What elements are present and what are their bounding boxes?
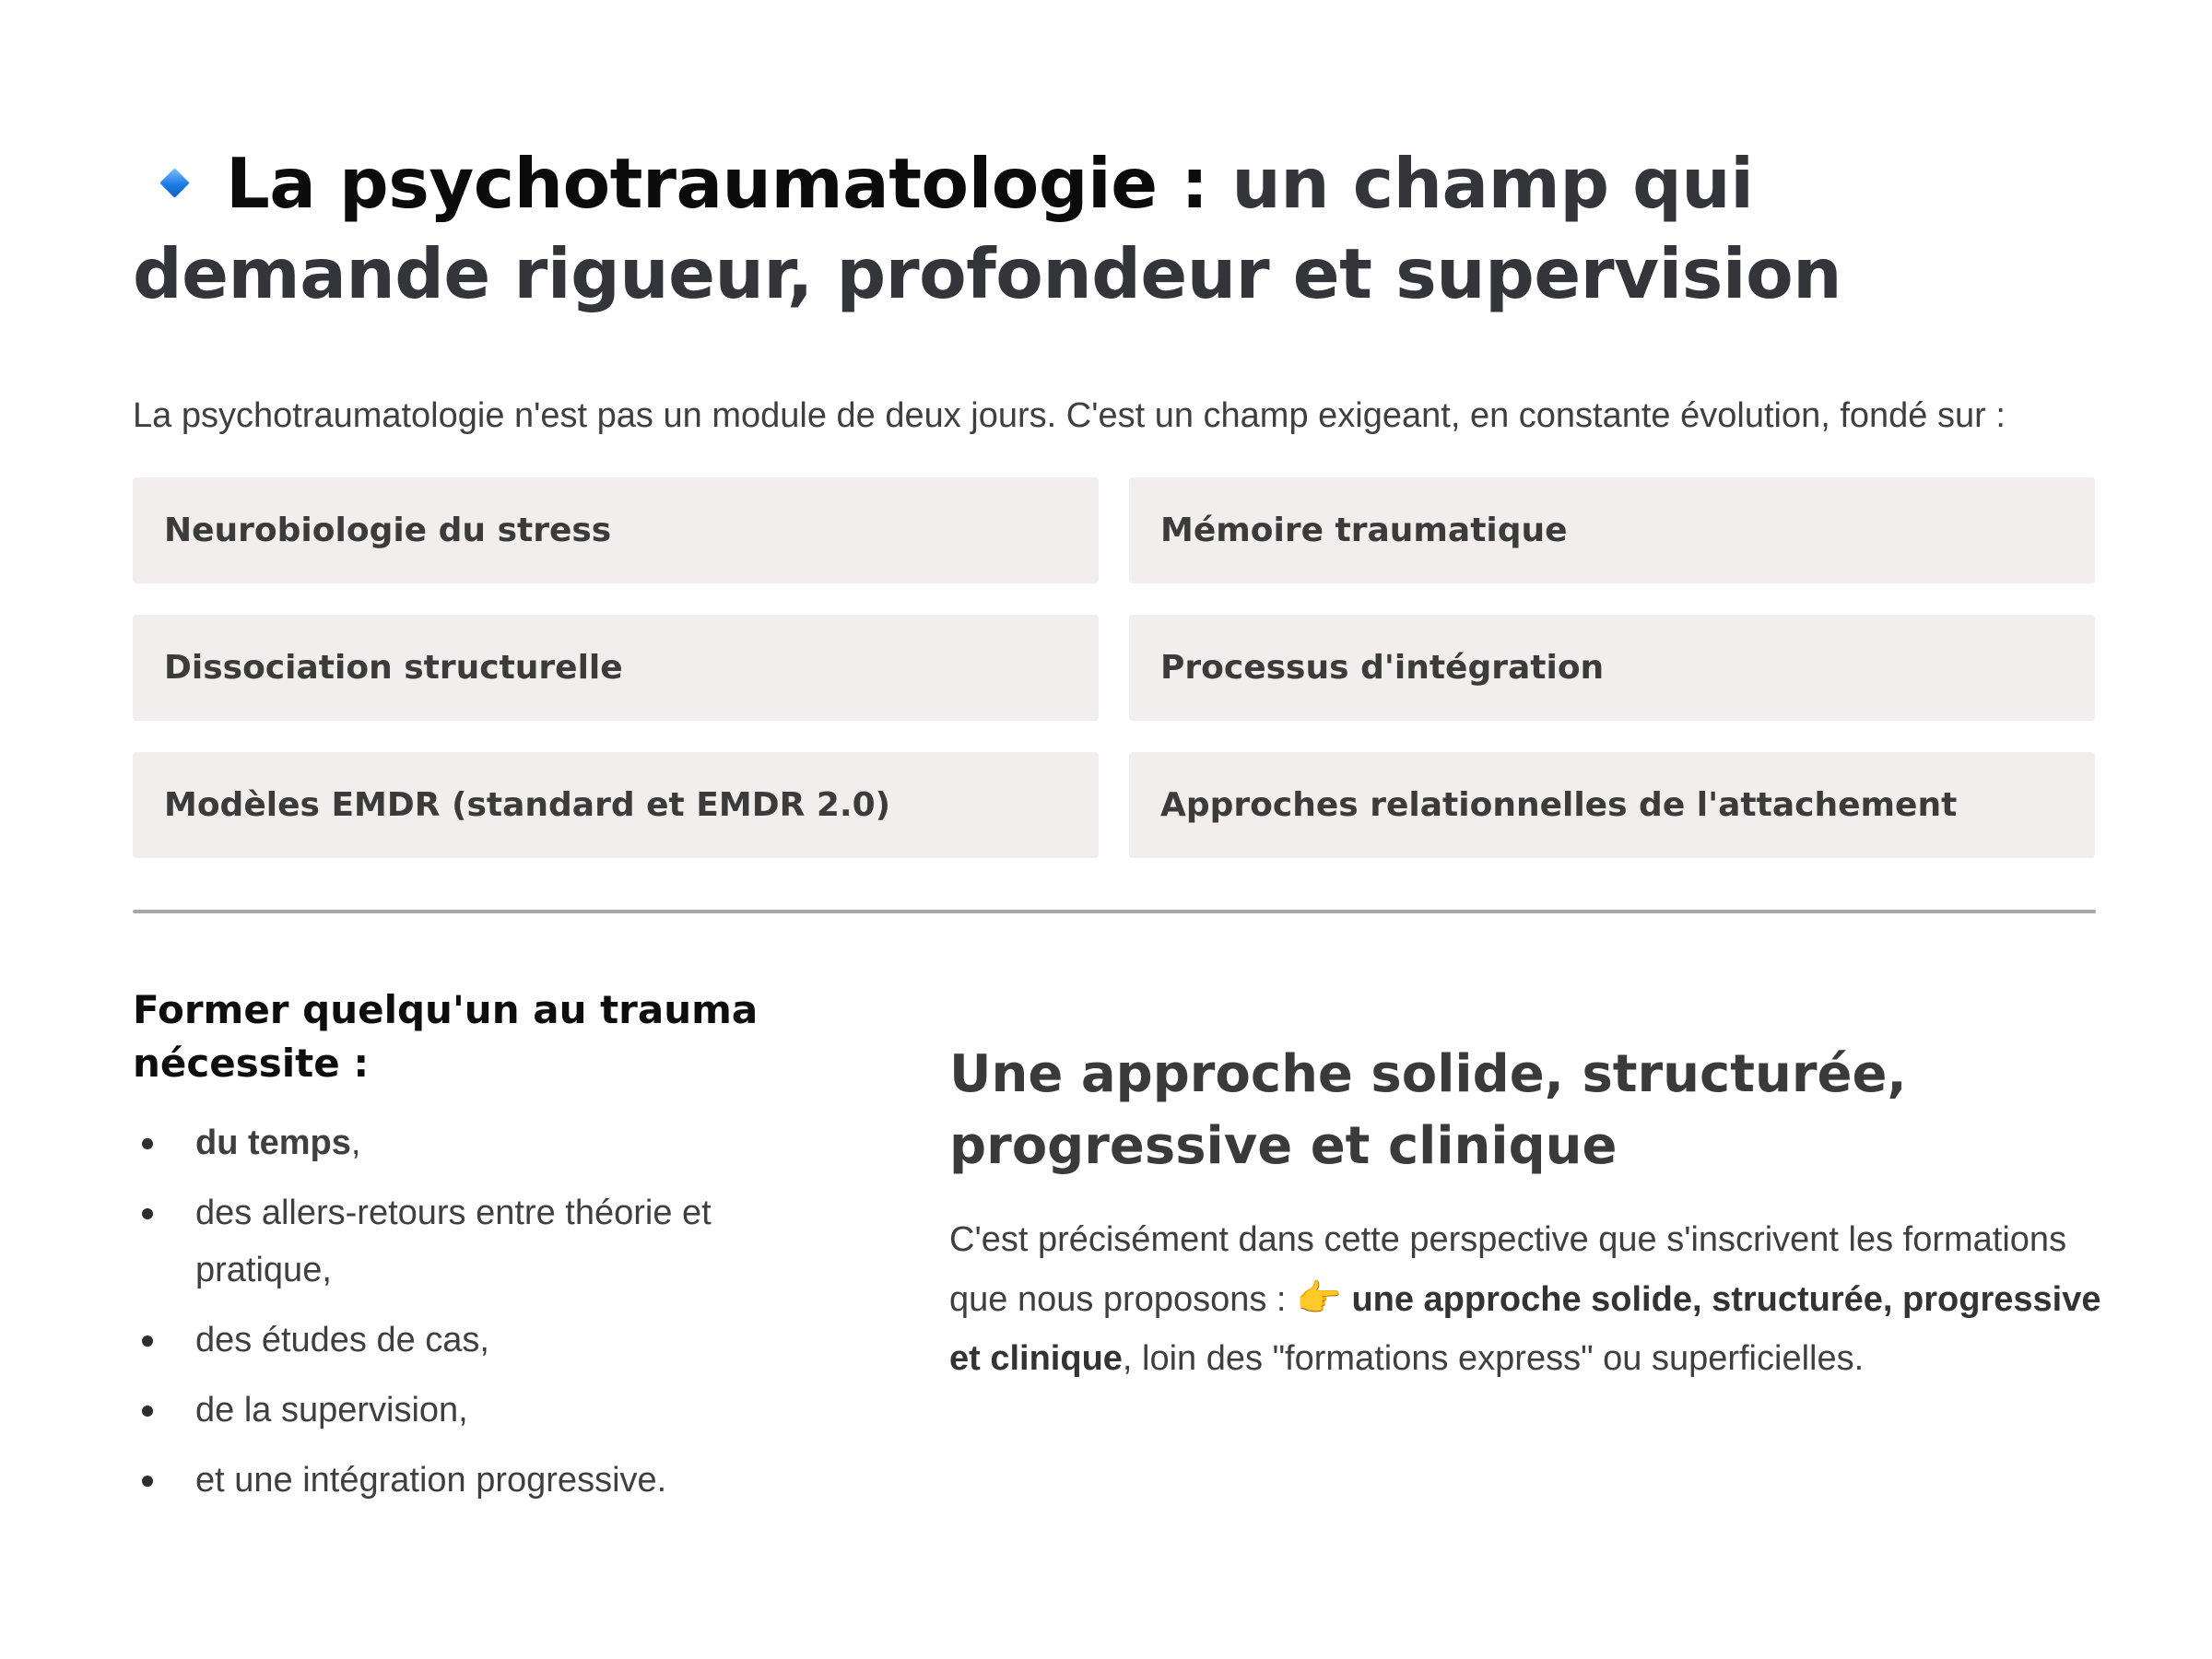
list-item <box>133 1114 815 1171</box>
approach-text-end: , loin des "formations express" ou superficielles. <box>1122 1339 1865 1378</box>
list-item: de la supervision, <box>133 1382 815 1439</box>
two-column-section <box>133 983 2101 1555</box>
topic-card: Modèles EMDR (standard et EMDR 2.0) <box>133 752 1099 858</box>
approach-column <box>949 1039 2101 1388</box>
approach-heading: Une approche solide, structurée, progressive et clinique <box>949 1044 1907 1176</box>
approach-text-bold: une approche solide, structurée, progressive et clinique <box>949 1280 2101 1378</box>
approach-paragraph <box>949 1210 2101 1388</box>
pointing-hand-icon: 👉 <box>1296 1278 1342 1319</box>
topic-card: Approches relationnelles de l'attachement <box>1129 752 2095 858</box>
topic-card: Dissociation structurelle <box>133 615 1099 721</box>
topic-card: Mémoire traumatique <box>1129 477 2095 583</box>
topics-grid <box>133 477 2096 858</box>
title-rest: un champ qui demande rigueur, profondeur et supervision <box>133 143 1842 314</box>
list-item: des études de cas, <box>133 1312 815 1369</box>
title-lead: La psychotraumatologie : <box>226 143 1208 224</box>
approach-text-start: C'est précisément dans cette perspective que s'inscrivent les formations que nous proposons : <box>949 1220 2067 1319</box>
blue-diamond-icon <box>159 168 190 198</box>
intro-text: La psychotraumatologie n'est pas un module de deux jours. C'est un champ exigeant, en constante évolution, fondé sur : <box>133 396 2006 435</box>
topic-card: Neurobiologie du stress <box>133 477 1099 583</box>
topic-card: Processus d'intégration <box>1129 615 2095 721</box>
page <box>133 138 2101 1555</box>
list-item-tail: , <box>350 1124 361 1162</box>
list-item: et une intégration progressive. <box>133 1452 815 1509</box>
list-item-bold: du temps <box>195 1124 351 1162</box>
section-divider <box>133 910 2096 913</box>
requirements-column <box>133 983 815 1522</box>
page-title <box>133 138 2096 319</box>
list-item: des allers-retours entre théorie et pratique, <box>133 1184 815 1299</box>
requirements-list <box>133 1114 815 1509</box>
requirements-heading: Former quelqu'un au trauma nécessite : <box>133 987 759 1086</box>
